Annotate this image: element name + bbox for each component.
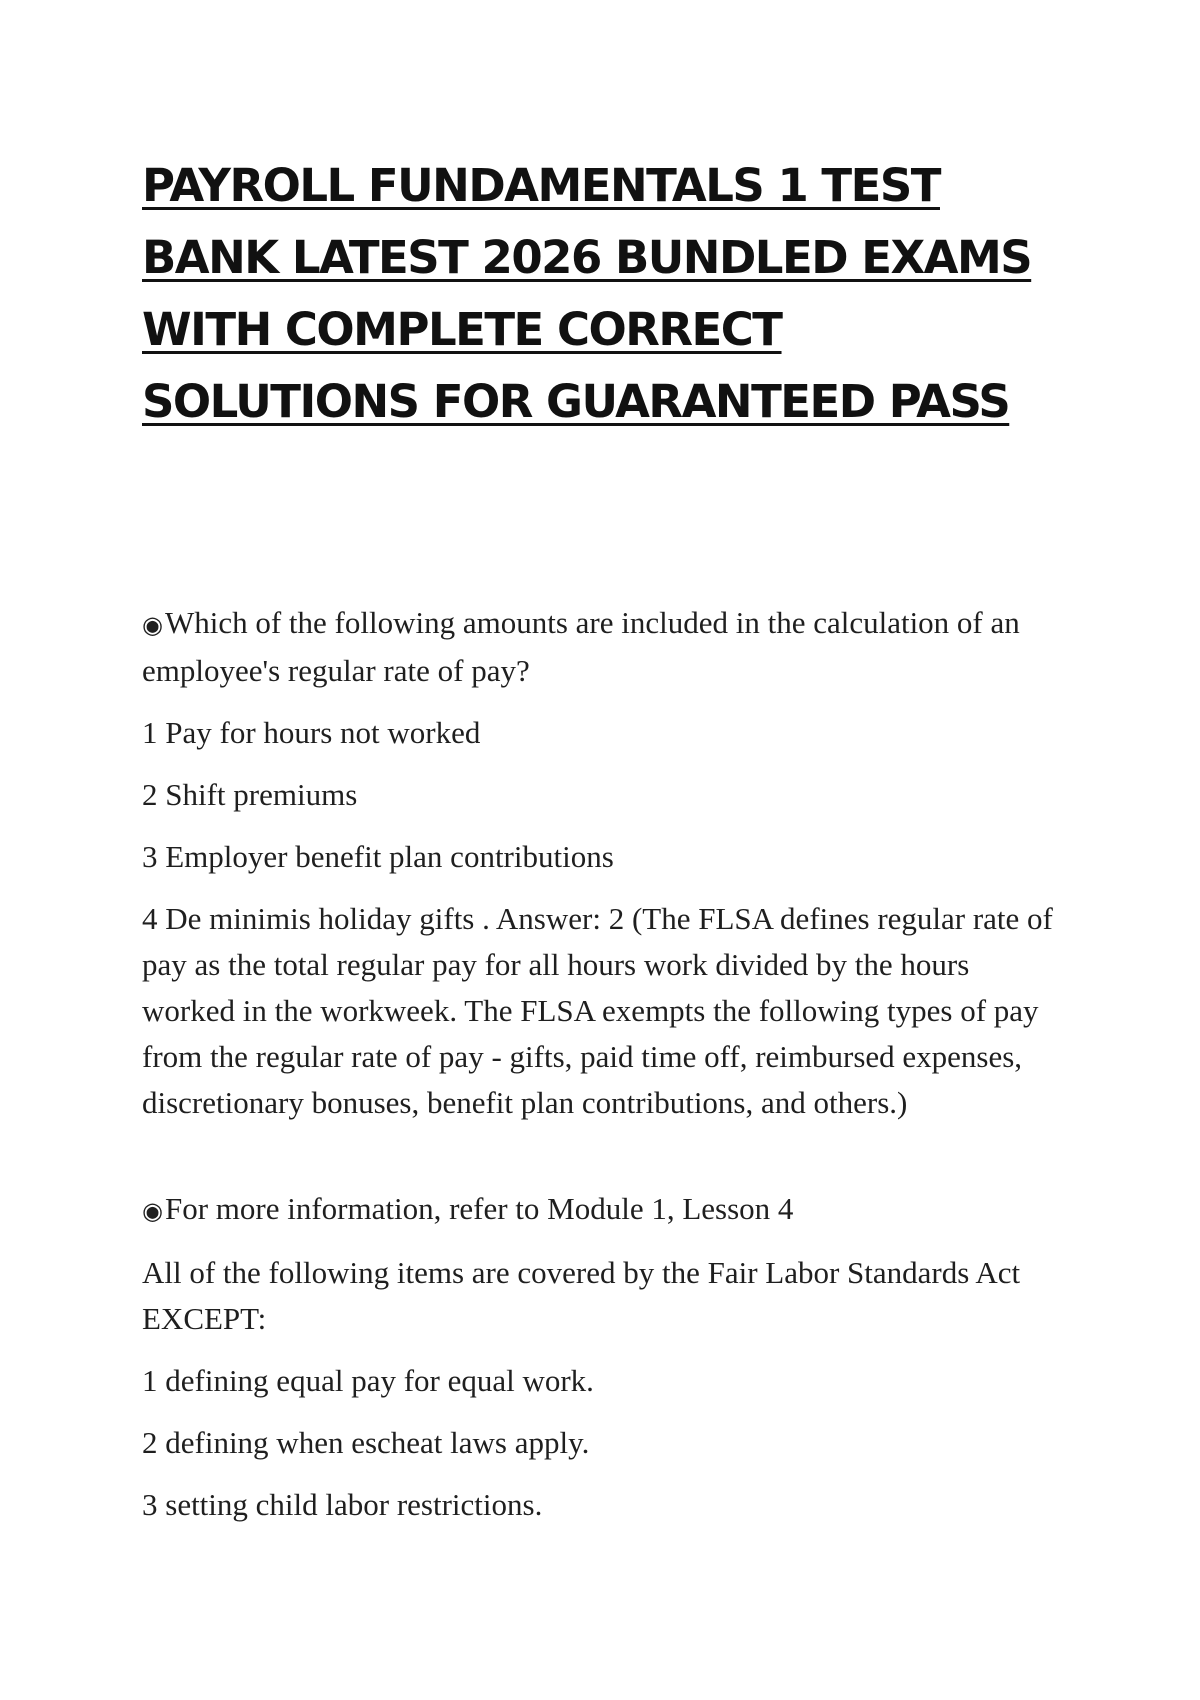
q1-option-3: 3 Employer benefit plan contributions xyxy=(142,839,614,874)
question-1-text: Which of the following amounts are included in the calculation of an employee's regular rate of pay? xyxy=(142,605,1020,688)
q2-option-1: 1 defining equal pay for equal work. xyxy=(142,1363,594,1398)
question-block-2 xyxy=(142,1186,1062,1528)
reference-text: For more information, refer to Module 1, Lesson 4 xyxy=(164,1191,794,1226)
question-2: All of the following items are covered by the Fair Labor Standards Act EXCEPT: xyxy=(142,1255,1021,1336)
q1-option-2: 2 Shift premiums xyxy=(142,777,358,812)
title-text: PAYROLL FUNDAMENTALS 1 TEST BANK LATEST 2026 BUNDLED EXAMS WITH COMPLETE CORRECT SOLUTIONS FOR GUARANTEED PASS xyxy=(142,159,1032,428)
question-block-1 xyxy=(142,600,1062,1126)
radio-bullet-icon: ◉ xyxy=(142,1197,163,1225)
q2-option-3: 3 setting child labor restrictions. xyxy=(142,1487,543,1522)
document-title xyxy=(142,150,1062,438)
q1-option-4-answer: 4 De minimis holiday gifts . Answer: 2 (The FLSA defines regular rate of pay as the total regular pay for all hours work divided by the hours worked in the workweek. The FLSA exempts the following types of pay from the regular rate of pay - gifts, paid time off, reimbursed expenses, discretionary bonuses, benefit plan contributions, and others.) xyxy=(142,901,1053,1120)
document-page xyxy=(142,150,1062,1544)
q2-option-2: 2 defining when escheat laws apply. xyxy=(142,1425,590,1460)
reference-note xyxy=(142,1186,1062,1234)
radio-bullet-icon: ◉ xyxy=(142,611,163,639)
question-1 xyxy=(142,600,1062,694)
q1-option-1: 1 Pay for hours not worked xyxy=(142,715,481,750)
